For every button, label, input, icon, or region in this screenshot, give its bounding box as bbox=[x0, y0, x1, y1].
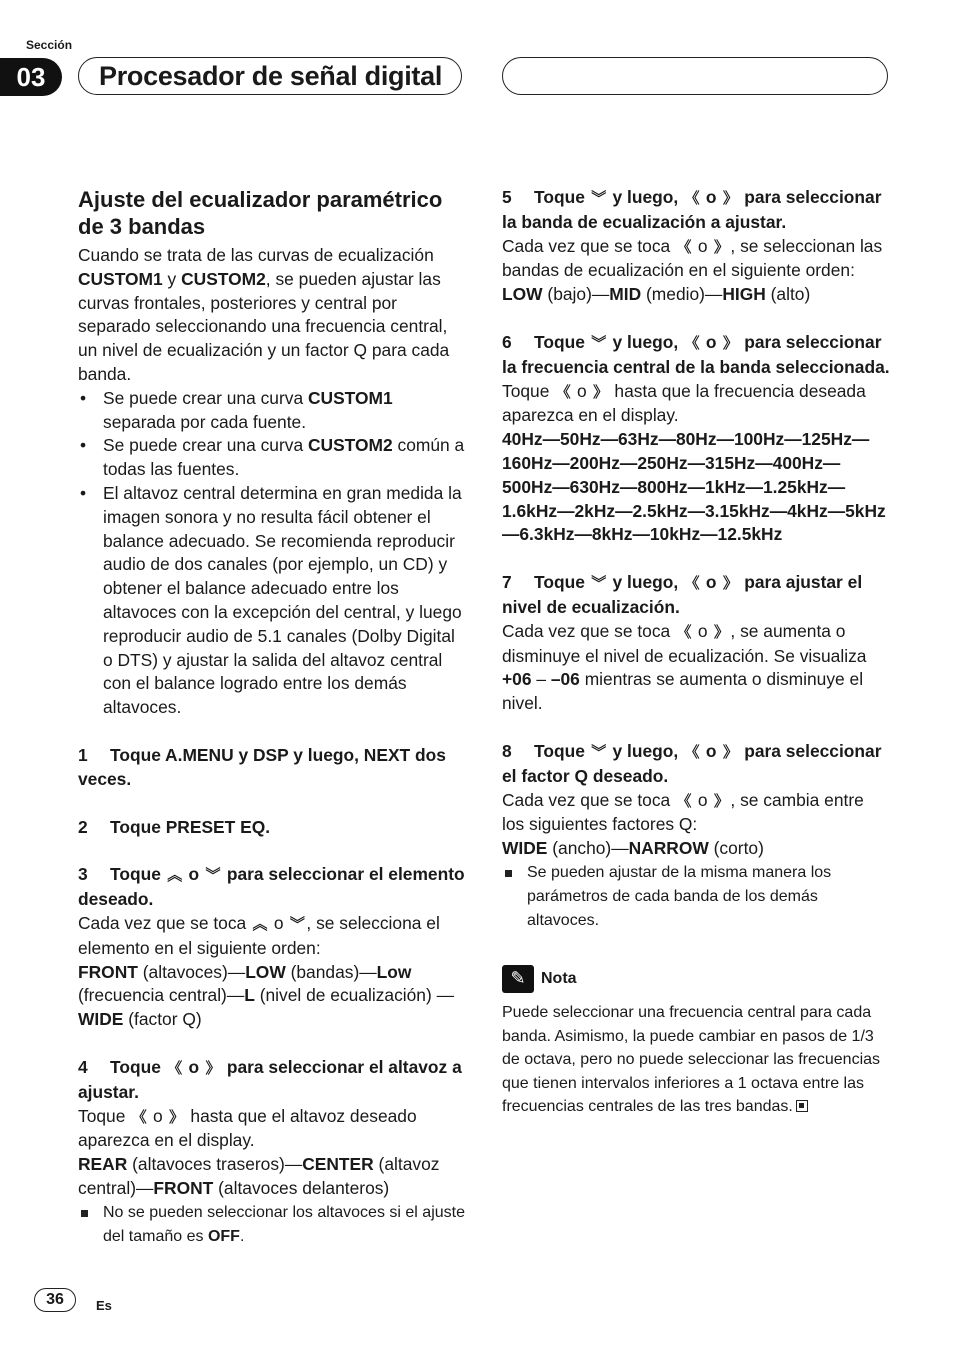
left-arrow-icon: 《 bbox=[676, 238, 692, 256]
left-arrow-icon: 《 bbox=[684, 334, 700, 352]
square-bullet-icon bbox=[81, 1210, 88, 1217]
up-arrow-icon: ︽ bbox=[167, 867, 183, 885]
square-bullet-icon bbox=[505, 870, 512, 877]
step-6: 6 Toque ︾ y luego, 《 o 》 para seleccionar la frecuencia central de la banda seleccionada. bbox=[502, 331, 890, 377]
left-arrow-icon: 《 bbox=[167, 1059, 183, 1077]
step-8-order: WIDE (ancho)—NARROW (corto) bbox=[502, 838, 764, 859]
nota-title: Nota bbox=[541, 970, 577, 988]
right-column bbox=[502, 186, 890, 1119]
left-arrow-icon: 《 bbox=[676, 792, 692, 810]
nota-heading bbox=[502, 965, 890, 993]
down-arrow-icon: ︾ bbox=[591, 334, 607, 352]
section-heading: Ajuste del ecualizador paramétrico de 3 bandas bbox=[78, 187, 443, 239]
end-mark-icon bbox=[796, 1100, 808, 1112]
step-7-body: Cada vez que se toca 《 o 》, se aumenta o disminuye el nivel de ecualización. Se visualiza +06 – –06 mientras se aumenta o disminuye el nivel. bbox=[502, 620, 867, 714]
step-4: 4 Toque 《 o 》 para seleccionar el altavoz a ajustar. bbox=[78, 1056, 462, 1102]
step-1: 1 Toque A.MENU y DSP y luego, NEXT dos veces. bbox=[78, 744, 446, 789]
left-arrow-icon: 《 bbox=[684, 190, 700, 207]
down-arrow-icon: ︾ bbox=[205, 867, 221, 885]
right-arrow-icon: 》 bbox=[205, 1059, 221, 1077]
right-arrow-icon: 》 bbox=[722, 334, 738, 352]
language-code: Es bbox=[96, 1298, 112, 1313]
left-arrow-icon: 《 bbox=[676, 623, 692, 641]
bullet-item: • El altavoz central determina en gran medida la imagen sonora y no resulta fácil obtener el balance adecuado. Se recomienda reproducir audio de dos canales (por ejemplo, un CD) y obtener el balance adecuado entre los altavoces con la excepción del central, y luego reproducir audio de 5.1 canales (Dolby Digital o DTS) y ajustar la salida del altavoz central con el balance logrado entre los demás altavoces. bbox=[78, 482, 466, 720]
step-8-body: Cada vez que se toca 《 o 》, se cambia entre los siguientes factores Q: bbox=[502, 789, 864, 835]
right-arrow-icon: 》 bbox=[169, 1108, 185, 1126]
left-arrow-icon: 《 bbox=[555, 383, 571, 401]
right-arrow-icon: 》 bbox=[722, 190, 738, 207]
bullet-item: • Se puede crear una curva CUSTOM1 separada por cada fuente. bbox=[78, 387, 466, 435]
section-label: Sección bbox=[26, 38, 73, 52]
bullet-list bbox=[78, 387, 466, 720]
intro-paragraph: Cuando se trata de las curvas de ecualización CUSTOM1 y CUSTOM2, se pueden ajustar las curvas frontales, posteriores y central por separado seleccionando una frecuencia central, un nivel de ecualización y un factor Q para cada banda. bbox=[78, 245, 450, 384]
step-2: 2 Toque PRESET EQ. bbox=[78, 816, 271, 837]
right-arrow-icon: 》 bbox=[713, 238, 729, 256]
left-arrow-icon: 《 bbox=[684, 575, 700, 593]
step-3-order: FRONT (altavoces)—LOW (bandas)—Low (frecuencia central)—L (nivel de ecualización) —WIDE (factor Q) bbox=[78, 961, 454, 1030]
step-5-body: Cada vez que se toca 《 o 》, se seleccionan las bandas de ecualización en el siguiente orden: bbox=[502, 235, 883, 281]
right-arrow-icon: 》 bbox=[713, 623, 729, 641]
page-title bbox=[78, 57, 462, 95]
step-3-body: Cada vez que se toca ︽ o ︾, se selecciona el elemento en el siguiente orden: bbox=[78, 912, 440, 958]
down-arrow-icon: ︾ bbox=[591, 743, 607, 761]
step-7: 7 Toque ︾ y luego, 《 o 》 para ajustar el nivel de ecualización. bbox=[502, 572, 863, 617]
left-arrow-icon: 《 bbox=[684, 743, 700, 761]
frequency-list: 40Hz—50Hz—63Hz—80Hz—100Hz—125Hz—160Hz—200Hz—250Hz—315Hz—400Hz—500Hz—630Hz—800Hz—1kHz—1.25kHz—1.6kHz—2kHz—2.5kHz—3.15kHz—4kHz—5kHz—6.3kHz—8kHz—10kHz—12.5kHz bbox=[502, 429, 886, 545]
down-arrow-icon: ︾ bbox=[591, 575, 607, 593]
page-number: 36 bbox=[34, 1288, 76, 1312]
step-6-body: Toque 《 o 》 hasta que la frecuencia deseada aparezca en el display. bbox=[502, 380, 866, 426]
step-8-note: Se pueden ajustar de la misma manera los parámetros de cada banda de los demás altavoces. bbox=[502, 861, 890, 933]
up-arrow-icon: ︽ bbox=[252, 915, 268, 933]
page-title-text: Procesador de señal digital bbox=[99, 60, 443, 91]
step-4-order: REAR (altavoces traseros)—CENTER (altavoz central)—FRONT (altavoces delanteros) bbox=[78, 1154, 440, 1198]
nota-body: Puede seleccionar una frecuencia central para cada banda. Asimismo, la puede cambiar en pasos de 1/3 de octava, pero no puede seleccionar las frecuencias que tienen intervalos inferiores a 1 octava entre las frecuencias centrales de las tres bandas. bbox=[502, 1003, 881, 1116]
section-number-badge: 03 bbox=[0, 58, 62, 96]
step-5: 5 Toque ︾ y luego, 《 o 》 para seleccionar la banda de ecualización a ajustar. bbox=[502, 187, 882, 232]
left-arrow-icon: 《 bbox=[131, 1108, 147, 1126]
right-arrow-icon: 》 bbox=[722, 575, 738, 593]
bullet-item: • Se puede crear una curva CUSTOM2 común a todas las fuentes. bbox=[78, 434, 466, 482]
right-arrow-icon: 》 bbox=[722, 743, 738, 761]
right-arrow-icon: 》 bbox=[593, 383, 609, 401]
header-empty-box bbox=[502, 57, 888, 95]
step-4-body: Toque 《 o 》 hasta que el altavoz deseado aparezca en el display. bbox=[78, 1105, 417, 1151]
step-4-note: No se pueden seleccionar los altavoces si el ajuste del tamaño es OFF. bbox=[78, 1201, 466, 1249]
pencil-note-icon: ✎ bbox=[502, 965, 534, 993]
right-arrow-icon: 》 bbox=[713, 792, 729, 810]
left-column bbox=[78, 186, 466, 1249]
down-arrow-icon: ︾ bbox=[289, 915, 305, 933]
step-8: 8 Toque ︾ y luego, 《 o 》 para seleccionar el factor Q deseado. bbox=[502, 740, 882, 786]
step-3: 3 Toque ︽ o ︾ para seleccionar el elemento deseado. bbox=[78, 864, 465, 910]
down-arrow-icon: ︾ bbox=[591, 190, 607, 207]
step-5-order: LOW (bajo)—MID (medio)—HIGH (alto) bbox=[502, 284, 811, 305]
